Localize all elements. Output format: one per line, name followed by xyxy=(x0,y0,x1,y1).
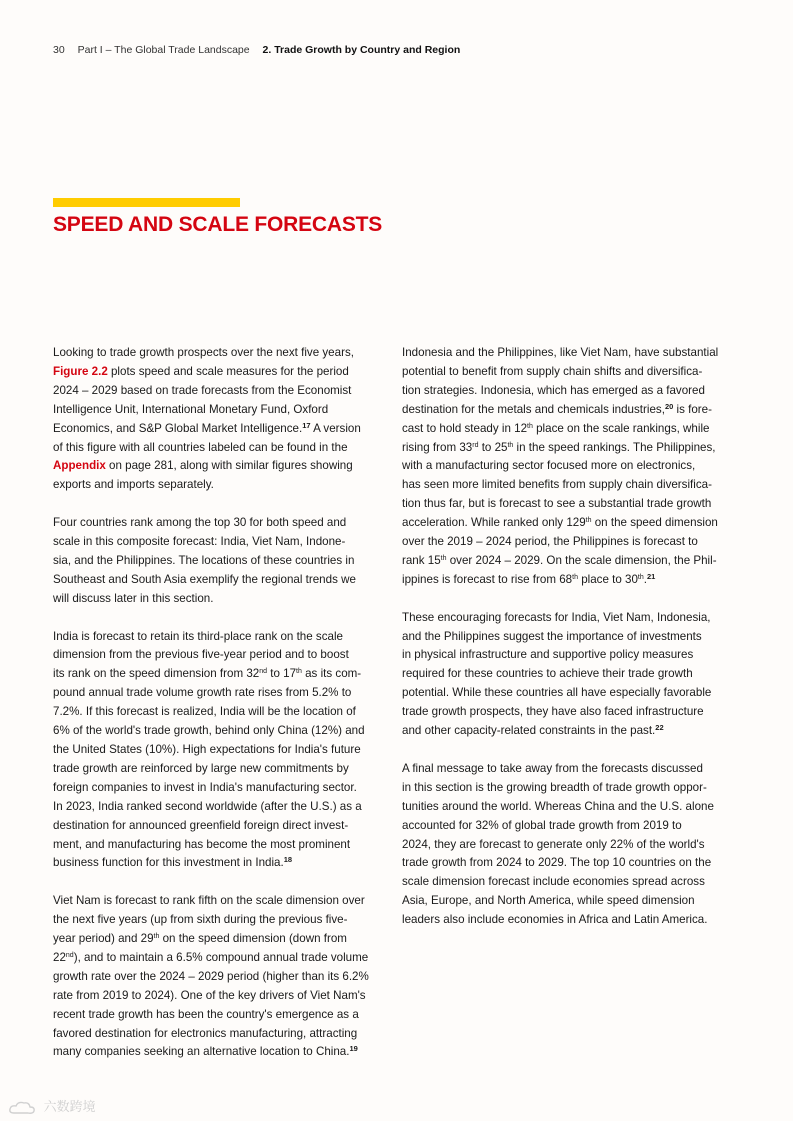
text-line: 2024, they are forecast to generate only 22% of the world's xyxy=(402,837,705,851)
text-line: will discuss later in this section. xyxy=(53,591,214,605)
paragraph-1 xyxy=(53,344,379,495)
text-line: In 2023, India ranked second worldwide (after the U.S.) as a xyxy=(53,799,362,813)
text-segment: Economics, and S&P Global Market Intelligence. xyxy=(53,421,303,435)
text-line xyxy=(402,571,728,590)
chapter-label: 2. Trade Growth by Country and Region xyxy=(262,44,461,56)
text-segment: A version xyxy=(310,421,361,435)
text-line: the next five years (up from sixth during the previous five- xyxy=(53,913,348,927)
footnote-ref-17: 17 xyxy=(302,420,311,430)
text-segment: destination for the metals and chemicals industries, xyxy=(402,402,665,416)
text-line xyxy=(53,1043,379,1062)
ordinal-suffix: th xyxy=(585,517,592,525)
text-line xyxy=(402,514,728,533)
right-column xyxy=(402,344,728,949)
running-header xyxy=(53,44,460,56)
ordinal-suffix: nd xyxy=(259,668,268,676)
text-line: sia, and the Philippines. The locations of these countries in xyxy=(53,553,355,567)
text-line: and the Philippines suggest the importance of investments xyxy=(402,629,702,643)
text-segment: cast to hold steady in 12 xyxy=(402,421,528,435)
title-accent-bar xyxy=(53,198,240,207)
paragraph-7 xyxy=(402,760,728,930)
paragraph-4 xyxy=(53,892,379,1062)
text-line: Intelligence Unit, International Monetary Fund, Oxford xyxy=(53,402,329,416)
text-line: leaders also include economies in Africa and Latin America. xyxy=(402,913,708,927)
text-line xyxy=(53,949,379,968)
footnote-ref-21: 21 xyxy=(647,571,656,581)
text-segment: rank 15 xyxy=(402,553,441,567)
text-line: potential to benefit from supply chain shifts and diversifica- xyxy=(402,364,703,378)
text-line: has seen more limited benefits from supply chain diversifica- xyxy=(402,478,712,492)
text-segment: place on the scale rankings, while xyxy=(532,421,710,435)
text-line: ment, and manufacturing has become the most prominent xyxy=(53,837,351,851)
text-line: trade growth prospects, they have also faced infrastructure xyxy=(402,705,704,719)
text-line: 7.2%. If this forecast is realized, India will be the location of xyxy=(53,705,356,719)
part-label: Part I – The Global Trade Landscape xyxy=(77,44,250,56)
text-segment: to 17 xyxy=(267,667,297,681)
text-line: Looking to trade growth prospects over the next five years, xyxy=(53,346,354,359)
text-segment: 22 xyxy=(53,950,66,964)
text-segment: over 2024 – 2029. On the scale dimension, the Phil- xyxy=(446,553,717,567)
text-line: in physical infrastructure and supportive policy measures xyxy=(402,648,694,662)
text-segment: and other capacity-related constraints in the past. xyxy=(402,724,656,738)
ordinal-suffix: nd xyxy=(65,951,74,959)
ordinal-suffix: th xyxy=(440,554,447,562)
paragraph-6 xyxy=(402,609,728,741)
text-segment: year period) and 29 xyxy=(53,932,154,946)
text-line xyxy=(53,665,379,684)
text-line: exports and imports separately. xyxy=(53,478,214,492)
text-segment: many companies seeking an alternative location to China. xyxy=(53,1045,350,1059)
ordinal-suffix: rd xyxy=(472,441,479,449)
text-line: destination for announced greenfield foreign direct invest- xyxy=(53,818,349,832)
text-segment: in the speed rankings. The Philippines, xyxy=(513,440,716,454)
text-line: Viet Nam is forecast to rank fifth on the scale dimension over xyxy=(53,894,365,908)
text-line: growth rate over the 2024 – 2029 period (higher than its 6.2% xyxy=(53,969,369,983)
footnote-ref-20: 20 xyxy=(664,401,674,411)
text-line: of this figure with all countries labeled can be found in the xyxy=(53,440,348,454)
text-segment: ippines is forecast to rise from 68 xyxy=(402,572,573,586)
text-line xyxy=(402,420,728,439)
ordinal-suffix: th xyxy=(527,422,533,430)
watermark-text: 六数跨境 xyxy=(43,1099,96,1114)
ordinal-suffix: th xyxy=(296,668,302,676)
text-line: These encouraging forecasts for India, Viet Nam, Indonesia, xyxy=(402,610,711,624)
paragraph-2 xyxy=(53,514,379,609)
text-segment: business function for this investment in India. xyxy=(53,856,284,870)
text-line xyxy=(53,930,379,949)
text-line: Asia, Europe, and North America, while speed dimension xyxy=(402,894,695,908)
text-line: India is forecast to retain its third-place rank on the scale xyxy=(53,629,343,643)
text-segment: place to 30 xyxy=(577,572,638,586)
text-line: 2024 – 2029 based on trade forecasts from the Economist xyxy=(53,383,352,397)
text-line: Four countries rank among the top 30 for both speed and xyxy=(53,516,347,530)
text-line xyxy=(53,854,379,873)
paragraph-3 xyxy=(53,628,379,874)
text-line: tunities around the world. Whereas China and the U.S. alone xyxy=(402,799,714,813)
figure-2-2-link[interactable]: Figure 2.2 xyxy=(53,364,108,378)
section-title: SPEED AND SCALE FORECASTS xyxy=(53,213,383,236)
ordinal-suffix: th xyxy=(572,573,578,581)
text-line: tion strategies. Indonesia, which has emerged as a favored xyxy=(402,383,705,397)
text-line: the United States (10%). High expectations for India's future xyxy=(53,743,361,756)
text-line: over the 2019 – 2024 period, the Philippines is forecast to xyxy=(402,535,698,549)
footnote-ref-19: 19 xyxy=(349,1044,358,1054)
text-line xyxy=(53,363,379,382)
text-line xyxy=(402,722,728,741)
text-line: accounted for 32% of global trade growth from 2019 to xyxy=(402,818,682,832)
text-segment: to 25 xyxy=(478,440,508,454)
ordinal-suffix: th xyxy=(507,441,514,449)
paragraph-5 xyxy=(402,344,728,590)
footnote-ref-18: 18 xyxy=(283,855,293,865)
text-segment: . xyxy=(643,572,647,586)
text-segment: on page 281, along with similar figures showing xyxy=(105,459,353,473)
text-line: trade growth from 2024 to 2029. The top 10 countries on the xyxy=(402,856,712,870)
text-line xyxy=(402,401,728,420)
text-line: Southeast and South Asia exemplify the regional trends we xyxy=(53,572,356,586)
left-column xyxy=(53,344,379,1081)
appendix-link[interactable]: Appendix xyxy=(53,459,106,473)
watermark xyxy=(8,1096,96,1116)
text-line: Indonesia and the Philippines, like Viet Nam, have substantial xyxy=(402,346,719,359)
page-number: 30 xyxy=(53,44,65,56)
text-line: trade growth are reinforced by large new commitments by xyxy=(53,761,349,775)
text-segment: rising from 33 xyxy=(402,440,473,454)
text-segment: its rank on the speed dimension from 32 xyxy=(53,667,260,681)
text-line xyxy=(53,420,379,439)
ordinal-suffix: th xyxy=(637,573,644,581)
text-line: favored destination for electronics manufacturing, attracting xyxy=(53,1026,358,1040)
text-segment: plots speed and scale measures for the period xyxy=(107,364,349,378)
ordinal-suffix: th xyxy=(153,933,160,941)
text-line: required for these countries to achieve their trade growth xyxy=(402,667,693,681)
text-segment: is fore- xyxy=(673,402,712,416)
text-line: 6% of the world's trade growth, behind only China (12%) and xyxy=(53,724,365,738)
text-line: recent trade growth has been the country's emergence as a xyxy=(53,1007,359,1021)
text-line: rate from 2019 to 2024). One of the key drivers of Viet Nam's xyxy=(53,988,366,1002)
text-line: pound annual trade volume growth rate rises from 5.2% to xyxy=(53,686,352,700)
text-segment: as its com- xyxy=(301,667,362,681)
text-line: with a manufacturing sector focused more on electronics, xyxy=(402,459,696,473)
text-segment: ), and to maintain a 6.5% compound annual trade volume xyxy=(73,950,369,964)
cloud-logo-icon xyxy=(8,1100,36,1116)
text-line: tion thus far, but is forecast to see a substantial trade growth xyxy=(402,497,712,511)
text-line: A final message to take away from the forecasts discussed xyxy=(402,761,703,775)
footnote-ref-22: 22 xyxy=(655,723,664,733)
text-line: foreign companies to invest in India's manufacturing sector. xyxy=(53,780,357,794)
text-line: dimension from the previous five-year period and to boost xyxy=(53,648,349,662)
text-line xyxy=(402,439,728,458)
text-line xyxy=(402,552,728,571)
text-line: scale in this composite forecast: India, Viet Nam, Indone- xyxy=(53,535,346,549)
text-line xyxy=(53,457,379,476)
text-line: potential. While these countries all have especially favorable xyxy=(402,686,712,700)
text-segment: on the speed dimension xyxy=(591,516,718,530)
text-line: scale dimension forecast include economies spread across xyxy=(402,875,705,889)
text-line: in this section is the growing breadth of trade growth oppor- xyxy=(402,780,707,794)
text-segment: acceleration. While ranked only 129 xyxy=(402,516,586,530)
text-segment: on the speed dimension (down from xyxy=(159,932,347,946)
